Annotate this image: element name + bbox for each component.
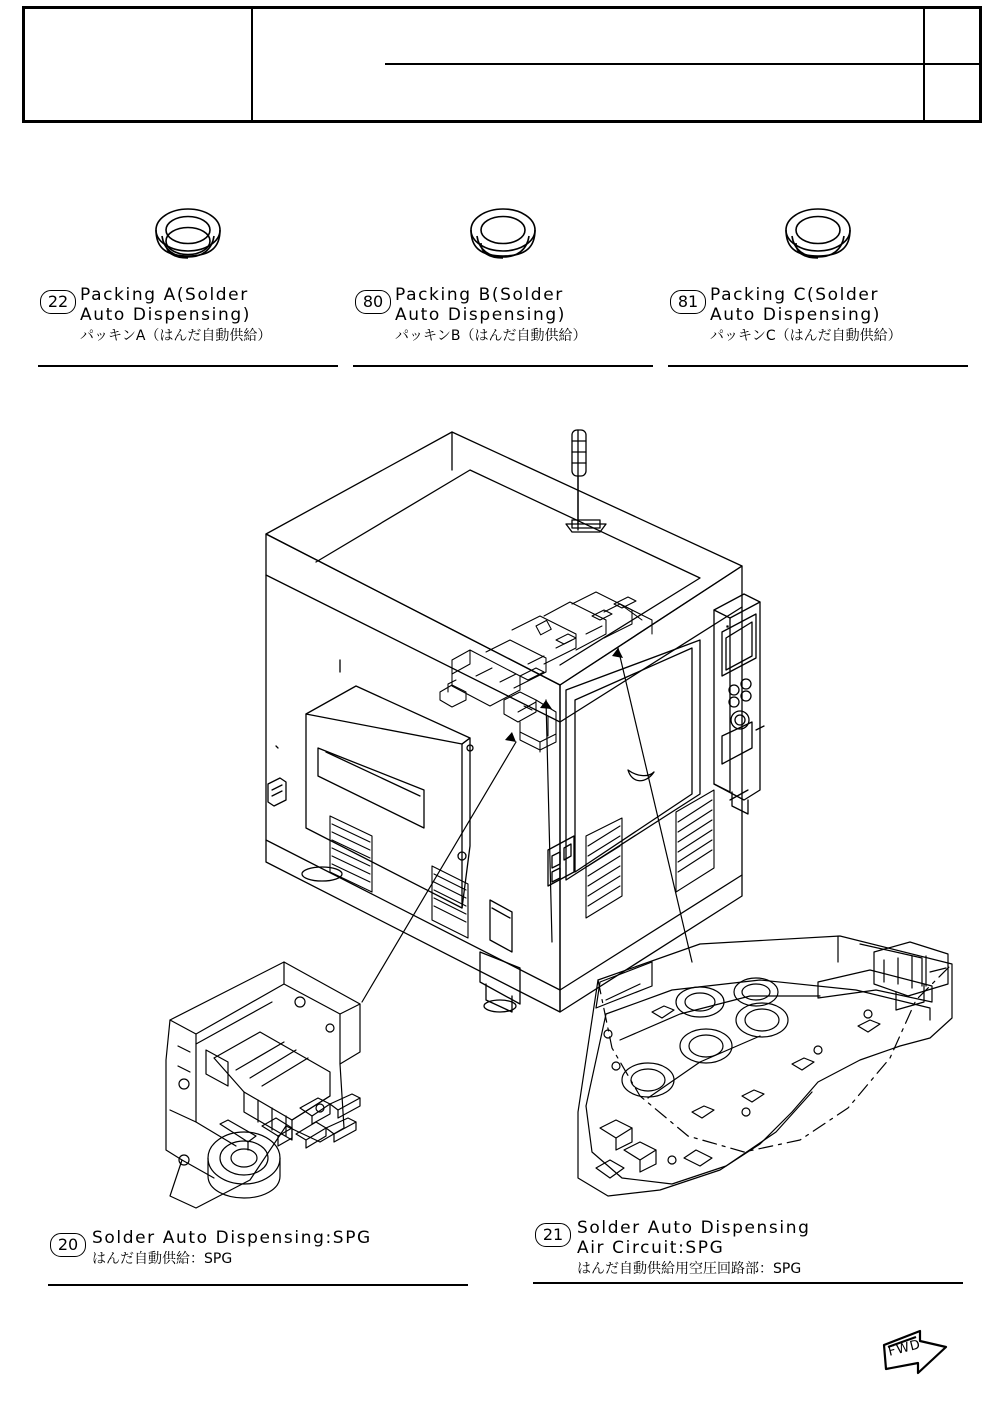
title-block-cell-5 <box>385 65 925 121</box>
title-block-table <box>22 6 982 123</box>
direction-marker <box>880 1325 950 1387</box>
balloon-number-22: 22 <box>40 290 76 314</box>
part-caption-22 <box>38 285 338 367</box>
balloon-number-81: 81 <box>670 290 706 314</box>
part-label-jp-81: パッキンC（はんだ自動供給） <box>710 328 902 344</box>
part-label-en-22: Packing A(Solder Auto Dispensing) <box>80 285 251 325</box>
part-caption-81 <box>668 285 968 367</box>
title-block-cell-4 <box>253 9 385 120</box>
part-item-81 <box>668 195 968 367</box>
part-label-en-21: Solder Auto Dispensing Air Circuit:SPG <box>577 1218 811 1258</box>
part-caption-80 <box>353 285 653 367</box>
parts-row <box>38 195 968 367</box>
packing-ring-icon <box>38 195 338 285</box>
part-label-en-80: Packing B(Solder Auto Dispensing) <box>395 285 566 325</box>
balloon-number-21: 21 <box>535 1223 571 1247</box>
part-caption-21 <box>533 1218 963 1284</box>
title-block-cell-6 <box>925 65 982 121</box>
part-label-en-20: Solder Auto Dispensing:SPG <box>92 1228 372 1248</box>
part-item-80 <box>353 195 653 367</box>
packing-ring-icon <box>353 195 653 285</box>
part-label-jp-21: はんだ自動供給用空圧回路部：SPG <box>577 1261 802 1277</box>
part-item-21 <box>533 1218 963 1284</box>
part-label-jp-80: パッキンB（はんだ自動供給） <box>395 328 587 344</box>
packing-ring-icon <box>668 195 968 285</box>
title-block-cell-1 <box>25 9 253 120</box>
fwd-label: FWD <box>886 1337 923 1360</box>
title-block-cell-3 <box>925 9 982 65</box>
part-item-20 <box>48 1228 468 1286</box>
part-label-en-81: Packing C(Solder Auto Dispensing) <box>710 285 881 325</box>
part-label-jp-22: パッキンA（はんだ自動供給） <box>80 328 272 344</box>
machine-top-face <box>266 432 742 685</box>
balloon-number-80: 80 <box>355 290 391 314</box>
part-item-22 <box>38 195 338 367</box>
title-block-cell-2 <box>385 9 925 65</box>
part-label-jp-20: はんだ自動供給：SPG <box>92 1251 233 1267</box>
part-caption-20 <box>48 1228 468 1286</box>
balloon-number-20: 20 <box>50 1233 86 1257</box>
